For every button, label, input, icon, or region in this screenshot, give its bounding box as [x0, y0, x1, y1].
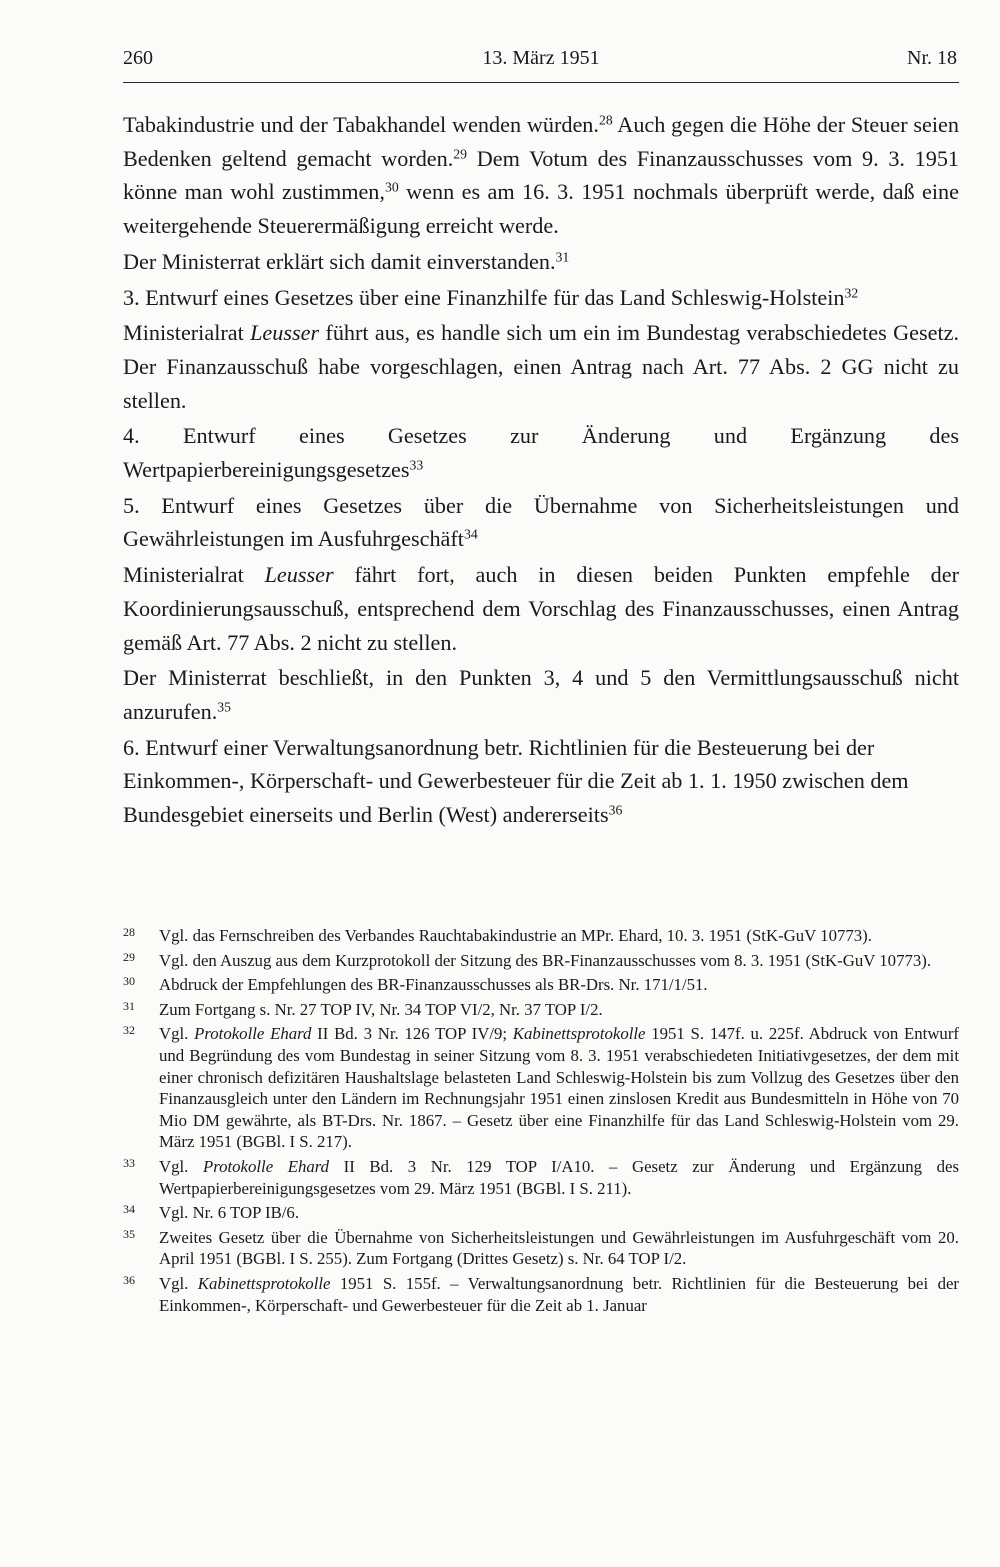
footnote-text: Vgl. den Auszug aus dem Kurzprotokoll der Sitzung des BR-Finanzausschusses vom 8. 3. 1951 (StK-GuV 10773).: [159, 950, 932, 970]
footnote-30: [123, 974, 959, 996]
speaker-name: Leusser: [264, 562, 334, 588]
footnote-text: Vgl. Protokolle Ehard II Bd. 3 Nr. 126 TOP IV/9; Kabinettsprotokolle 1951 S. 147f. u. 225f. Abdruck von Entwurf und Begründung des vom Bundestag in seiner Sitzung vom 8. 3. 1951 verabschiedeten Initiativgesetzes, der dem mit einer chronisch defizitären Haushaltslage belasteten Land Schleswig-Holstein bis zum Vollzug des Gesetzes über den Finanzausgleich unter den Ländern im Rechnungsjahr 1951 einen zinslosen Kredit aus Bundesmitteln in Höhe von 70 Mio DM gewährte, als BT-Drs. Nr. 1867. – Gesetz über eine Finanzhilfe für das Land Schleswig-Holstein vom 29. März 1951 (BGBl. I S. 217).: [159, 1024, 960, 1152]
footnote-31: [123, 999, 959, 1021]
footnote-34: [123, 1202, 959, 1224]
footnote-ref: 29: [453, 146, 468, 162]
paragraph: Der Ministerrat erklärt sich damit einverstanden.$^{31}$: [123, 248, 570, 274]
footnote-number: 28: [123, 925, 135, 939]
footnote-ref: 32: [844, 284, 859, 300]
footnotes: [123, 922, 959, 1316]
footnote-28: [123, 925, 959, 947]
footnote-text: Zum Fortgang s. Nr. 27 TOP IV, Nr. 34 TOP VI/2, Nr. 37 TOP I/2.: [159, 999, 603, 1019]
footnote-32: [123, 1023, 959, 1153]
document-number: Nr. 18: [907, 47, 957, 69]
footnote-33: [123, 1156, 959, 1199]
footnote-number: 30: [123, 974, 135, 989]
footnote-text: Vgl. Protokolle Ehard II Bd. 3 Nr. 129 TOP I/A10. – Gesetz zur Änderung und Ergänzung des Wertpapierbereinigungsgesetzes vom 29. März 1951 (BGBl. I S. 211).: [159, 1156, 959, 1198]
footnote-text: Zweites Gesetz über die Übernahme von Sicherheitsleistungen und Gewährleistungen im Ausfuhrgeschäft vom 20. April 1951 (BGBl. I S. 255). Zum Fortgang (Drittes Gesetz) s. Nr. 64 TOP I/2.: [159, 1227, 959, 1269]
footnote-36: [123, 1273, 959, 1316]
footnote-ref: 36: [608, 802, 623, 818]
paragraph: Ministerialrat Leusser fährt fort, auch in diesen beiden Punkten empfehle der Koordinierungsausschuß, entsprechend dem Vorschlag des Finanzausschusses, einen Antrag gemäß Art. 77 Abs. 2 nicht zu stellen.: [123, 562, 960, 655]
footnote-number: 34: [123, 1202, 135, 1217]
footnote-text: Vgl. Kabinettsprotokolle 1951 S. 155f. – Verwaltungsanordnung betr. Richtlinien für die Besteuerung bei der Einkommen-, Körperschaft- und Gewerbesteuer für die Zeit ab 1. Januar: [159, 1273, 959, 1315]
header-date: 13. März 1951: [482, 47, 600, 69]
speaker-name: Leusser: [250, 320, 320, 346]
footnote-35: [123, 1227, 959, 1270]
footnote-number: 36: [123, 1272, 135, 1287]
page-number: 260: [123, 47, 153, 69]
paragraph: Der Ministerrat beschließt, in den Punkten 3, 4 und 5 den Vermittlungsausschuß nicht anzurufen.$^{35}$: [123, 665, 959, 724]
footnote-number: 29: [123, 949, 135, 964]
footnote-ref: 28: [598, 112, 613, 128]
footnote-text: Vgl. das Fernschreiben des Verbandes Rauchtabakindustrie an MPr. Ehard, 10. 3. 1951 (StK-GuV 10773).: [159, 926, 872, 945]
paragraph: Ministerialrat Leusser führt aus, es handle sich um ein im Bundestag verabschiedetes Gesetz. Der Finanzausschuß habe vorgeschlagen, einen Antrag nach Art. 77 Abs. 2 GG nicht zu stellen.: [123, 320, 960, 413]
footnote-number: 33: [123, 1155, 135, 1170]
agenda-item-3: 3. Entwurf eines Gesetzes über eine Finanzhilfe für das Land Schleswig-Holstein$^{32}$: [123, 284, 859, 310]
page-header: [123, 44, 959, 83]
agenda-item-4: 4. Entwurf eines Gesetzes zur Änderung und Ergänzung des Wertpapierbereinigungsgesetzes$^{33}$: [123, 423, 959, 483]
footnote-text: Abdruck der Empfehlungen des BR-Finanzausschusses als BR-Drs. Nr. 171/1/51.: [159, 975, 708, 995]
main-text: [123, 108, 959, 832]
footnote-ref: 30: [384, 179, 399, 195]
footnote-ref: 34: [463, 526, 478, 542]
paragraph: Tabakindustrie und der Tabakhandel wenden würden.$^{28}$ Auch gegen die Höhe der Steuer seien Bedenken geltend gemacht worden.$^{29}$ Dem Votum des Finanzausschusses vom 9. 3. 1951 könne man wohl zustimmen,$^{30}$ wenn es am 16. 3. 1951 nochmals überprüft werde, daß eine weitergehende Steuerermäßigung erreicht werde.: [123, 112, 960, 239]
footnote-ref: 35: [217, 699, 231, 715]
agenda-item-5: 5. Entwurf eines Gesetzes über die Übernahme von Sicherheitsleistungen und Gewährleistungen im Ausfuhrgeschäft$^{34}$: [123, 492, 959, 552]
footnote-29: [123, 950, 959, 972]
footnote-ref: 31: [555, 249, 570, 265]
footnote-text: Vgl. Nr. 6 TOP IB/6.: [159, 1203, 300, 1223]
footnote-number: 35: [123, 1226, 135, 1241]
footnote-number: 32: [123, 1023, 135, 1038]
footnote-number: 31: [123, 998, 135, 1013]
footnote-ref: 33: [409, 457, 424, 473]
agenda-item-6: 6. Entwurf einer Verwaltungsanordnung betr. Richtlinien für die Besteuerung bei der Einkommen-, Körperschaft- und Gewerbesteuer für die Zeit ab 1. 1. 1950 zwischen dem Bundesgebiet einerseits und Berlin (West) andererseits$^{36}$: [123, 734, 909, 828]
